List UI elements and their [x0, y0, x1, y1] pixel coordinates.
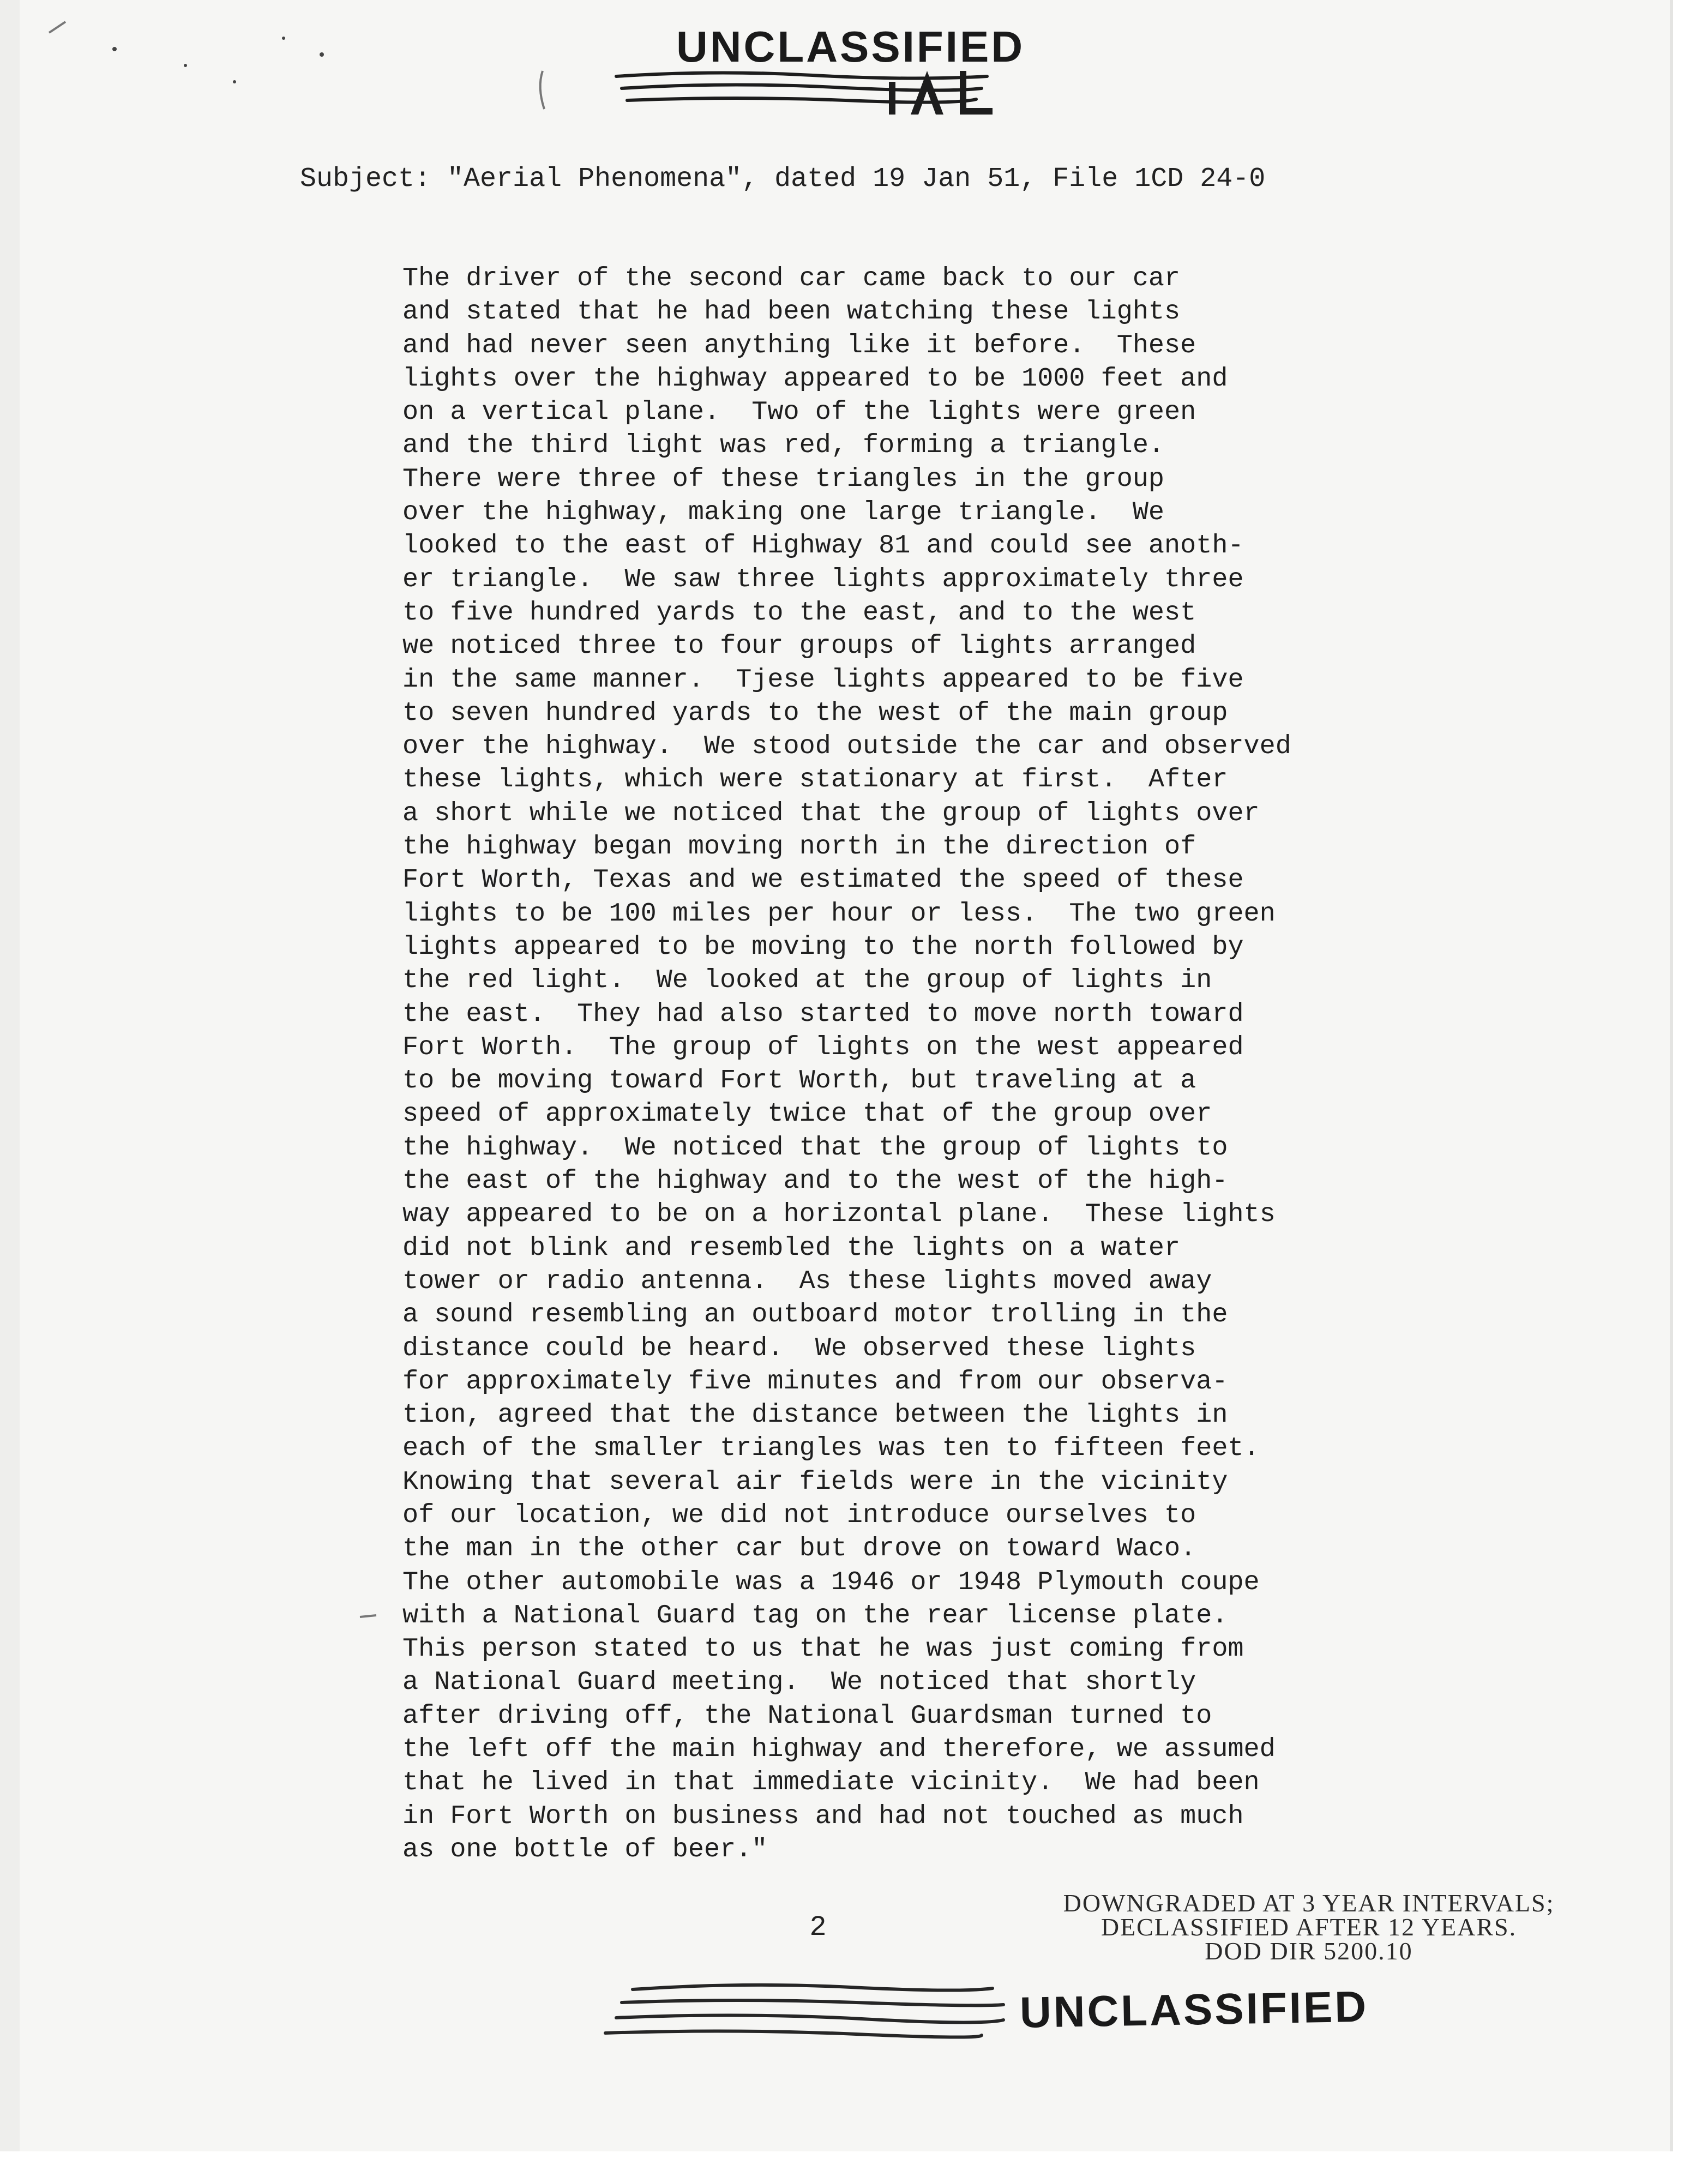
body-line: a short while we noticed that the group of lights over [402, 798, 1260, 828]
body-line: tower or radio antenna. As these lights moved away [402, 1266, 1212, 1296]
body-line: each of the smaller triangles was ten to fifteen feet. [402, 1433, 1260, 1464]
body-line: The driver of the second car came back to our car [402, 263, 1181, 293]
body-line: and stated that he had been watching these lights [402, 297, 1181, 327]
body-line: for approximately five minutes and from our observa- [402, 1366, 1228, 1397]
downgrade-line: DECLASSIFIED AFTER 12 YEARS. [1100, 1913, 1517, 1941]
body-line: looked to the east of Highway 81 and could see anoth- [402, 531, 1244, 561]
body-line: over the highway, making one large triangle. We [402, 497, 1165, 528]
scan-left-edge [0, 0, 20, 2183]
body-line: that he lived in that immediate vicinity. We had been [402, 1767, 1260, 1798]
struck-out-marking-top [605, 60, 998, 120]
body-line: the highway. We noticed that the group of lights to [402, 1132, 1228, 1163]
body-line: Fort Worth, Texas and we estimated the speed of these [402, 865, 1244, 895]
body-line: lights over the highway appeared to be 1000 feet and [402, 363, 1228, 394]
page-number: 2 [809, 1911, 827, 1944]
body-line: as one bottle of beer." [402, 1834, 768, 1865]
body-line: The other automobile was a 1946 or 1948 Plymouth coupe [402, 1567, 1260, 1597]
body-line: after driving off, the National Guardsman turned to [402, 1700, 1212, 1731]
body-line: the left off the main highway and therefore, we assumed [402, 1734, 1276, 1765]
body-line: way appeared to be on a horizontal plane. These lights [402, 1199, 1276, 1230]
body-line: and had never seen anything like it before. These [402, 330, 1196, 360]
body-line: a National Guard meeting. We noticed that shortly [402, 1667, 1196, 1698]
subject-line: Subject: "Aerial Phenomena", dated 19 Jan 51, File 1CD 24-0 [300, 164, 1266, 195]
body-line: the red light. We looked at the group of lights in [402, 965, 1212, 996]
body-line: we noticed three to four groups of lights arranged [402, 631, 1196, 661]
body-line: Knowing that several air fields were in the vicinity [402, 1466, 1228, 1497]
body-line: to be moving toward Fort Worth, but traveling at a [402, 1066, 1196, 1096]
downgrade-line: DOD DIR 5200.10 [1205, 1937, 1413, 1965]
struck-out-marking-bottom [600, 1974, 1014, 2050]
body-line: er triangle. We saw three lights approximately three [402, 564, 1244, 594]
body-line: the man in the other car but drove on toward Waco. [402, 1533, 1196, 1564]
body-line: did not blink and resembled the lights on a water [402, 1232, 1181, 1263]
body-line: with a National Guard tag on the rear license plate. [402, 1600, 1228, 1631]
downgrade-notice [971, 1891, 1647, 1963]
body-line: of our location, we did not introduce ourselves to [402, 1500, 1196, 1530]
body-line: the highway began moving north in the direction of [402, 832, 1196, 862]
body-line: on a vertical plane. Two of the lights were green [402, 397, 1196, 428]
body-line: Fort Worth. The group of lights on the west appeared [402, 1032, 1244, 1062]
body-line: lights appeared to be moving to the north followed by [402, 931, 1244, 962]
downgrade-line: DOWNGRADED AT 3 YEAR INTERVALS; [1063, 1889, 1555, 1917]
scan-right-edge [1670, 0, 1708, 2183]
body-line: over the highway. We stood outside the car and observed [402, 731, 1291, 762]
scan-bottom-edge [0, 2151, 1708, 2183]
body-line: lights to be 100 miles per hour or less. The two green [402, 898, 1276, 929]
body-line: to five hundred yards to the east, and to the west [402, 597, 1196, 628]
body-line: tion, agreed that the distance between the lights in [402, 1400, 1228, 1430]
body-line: the east. They had also started to move north toward [402, 999, 1244, 1029]
body-line: and the third light was red, forming a triangle. [402, 430, 1165, 461]
body-line: There were three of these triangles in the group [402, 464, 1165, 494]
body-line: these lights, which were stationary at first. After [402, 765, 1228, 795]
body-line: in Fort Worth on business and had not touched as much [402, 1801, 1244, 1831]
body-line: to seven hundred yards to the west of the main group [402, 697, 1228, 728]
body-line: This person stated to us that he was just coming from [402, 1634, 1244, 1664]
body-line: a sound resembling an outboard motor trolling in the [402, 1300, 1228, 1330]
body-line: in the same manner. Tjese lights appeared to be five [402, 664, 1244, 695]
body-line: speed of approximately twice that of the group over [402, 1099, 1212, 1129]
classification-stamp-bottom: UNCLASSIFIED [1019, 1982, 1369, 2037]
body-line: distance could be heard. We observed these lights [402, 1333, 1196, 1363]
classification-stamp-top: UNCLASSIFIED [676, 22, 1025, 71]
body-text [402, 262, 1493, 1866]
body-line: the east of the highway and to the west of the high- [402, 1166, 1228, 1196]
